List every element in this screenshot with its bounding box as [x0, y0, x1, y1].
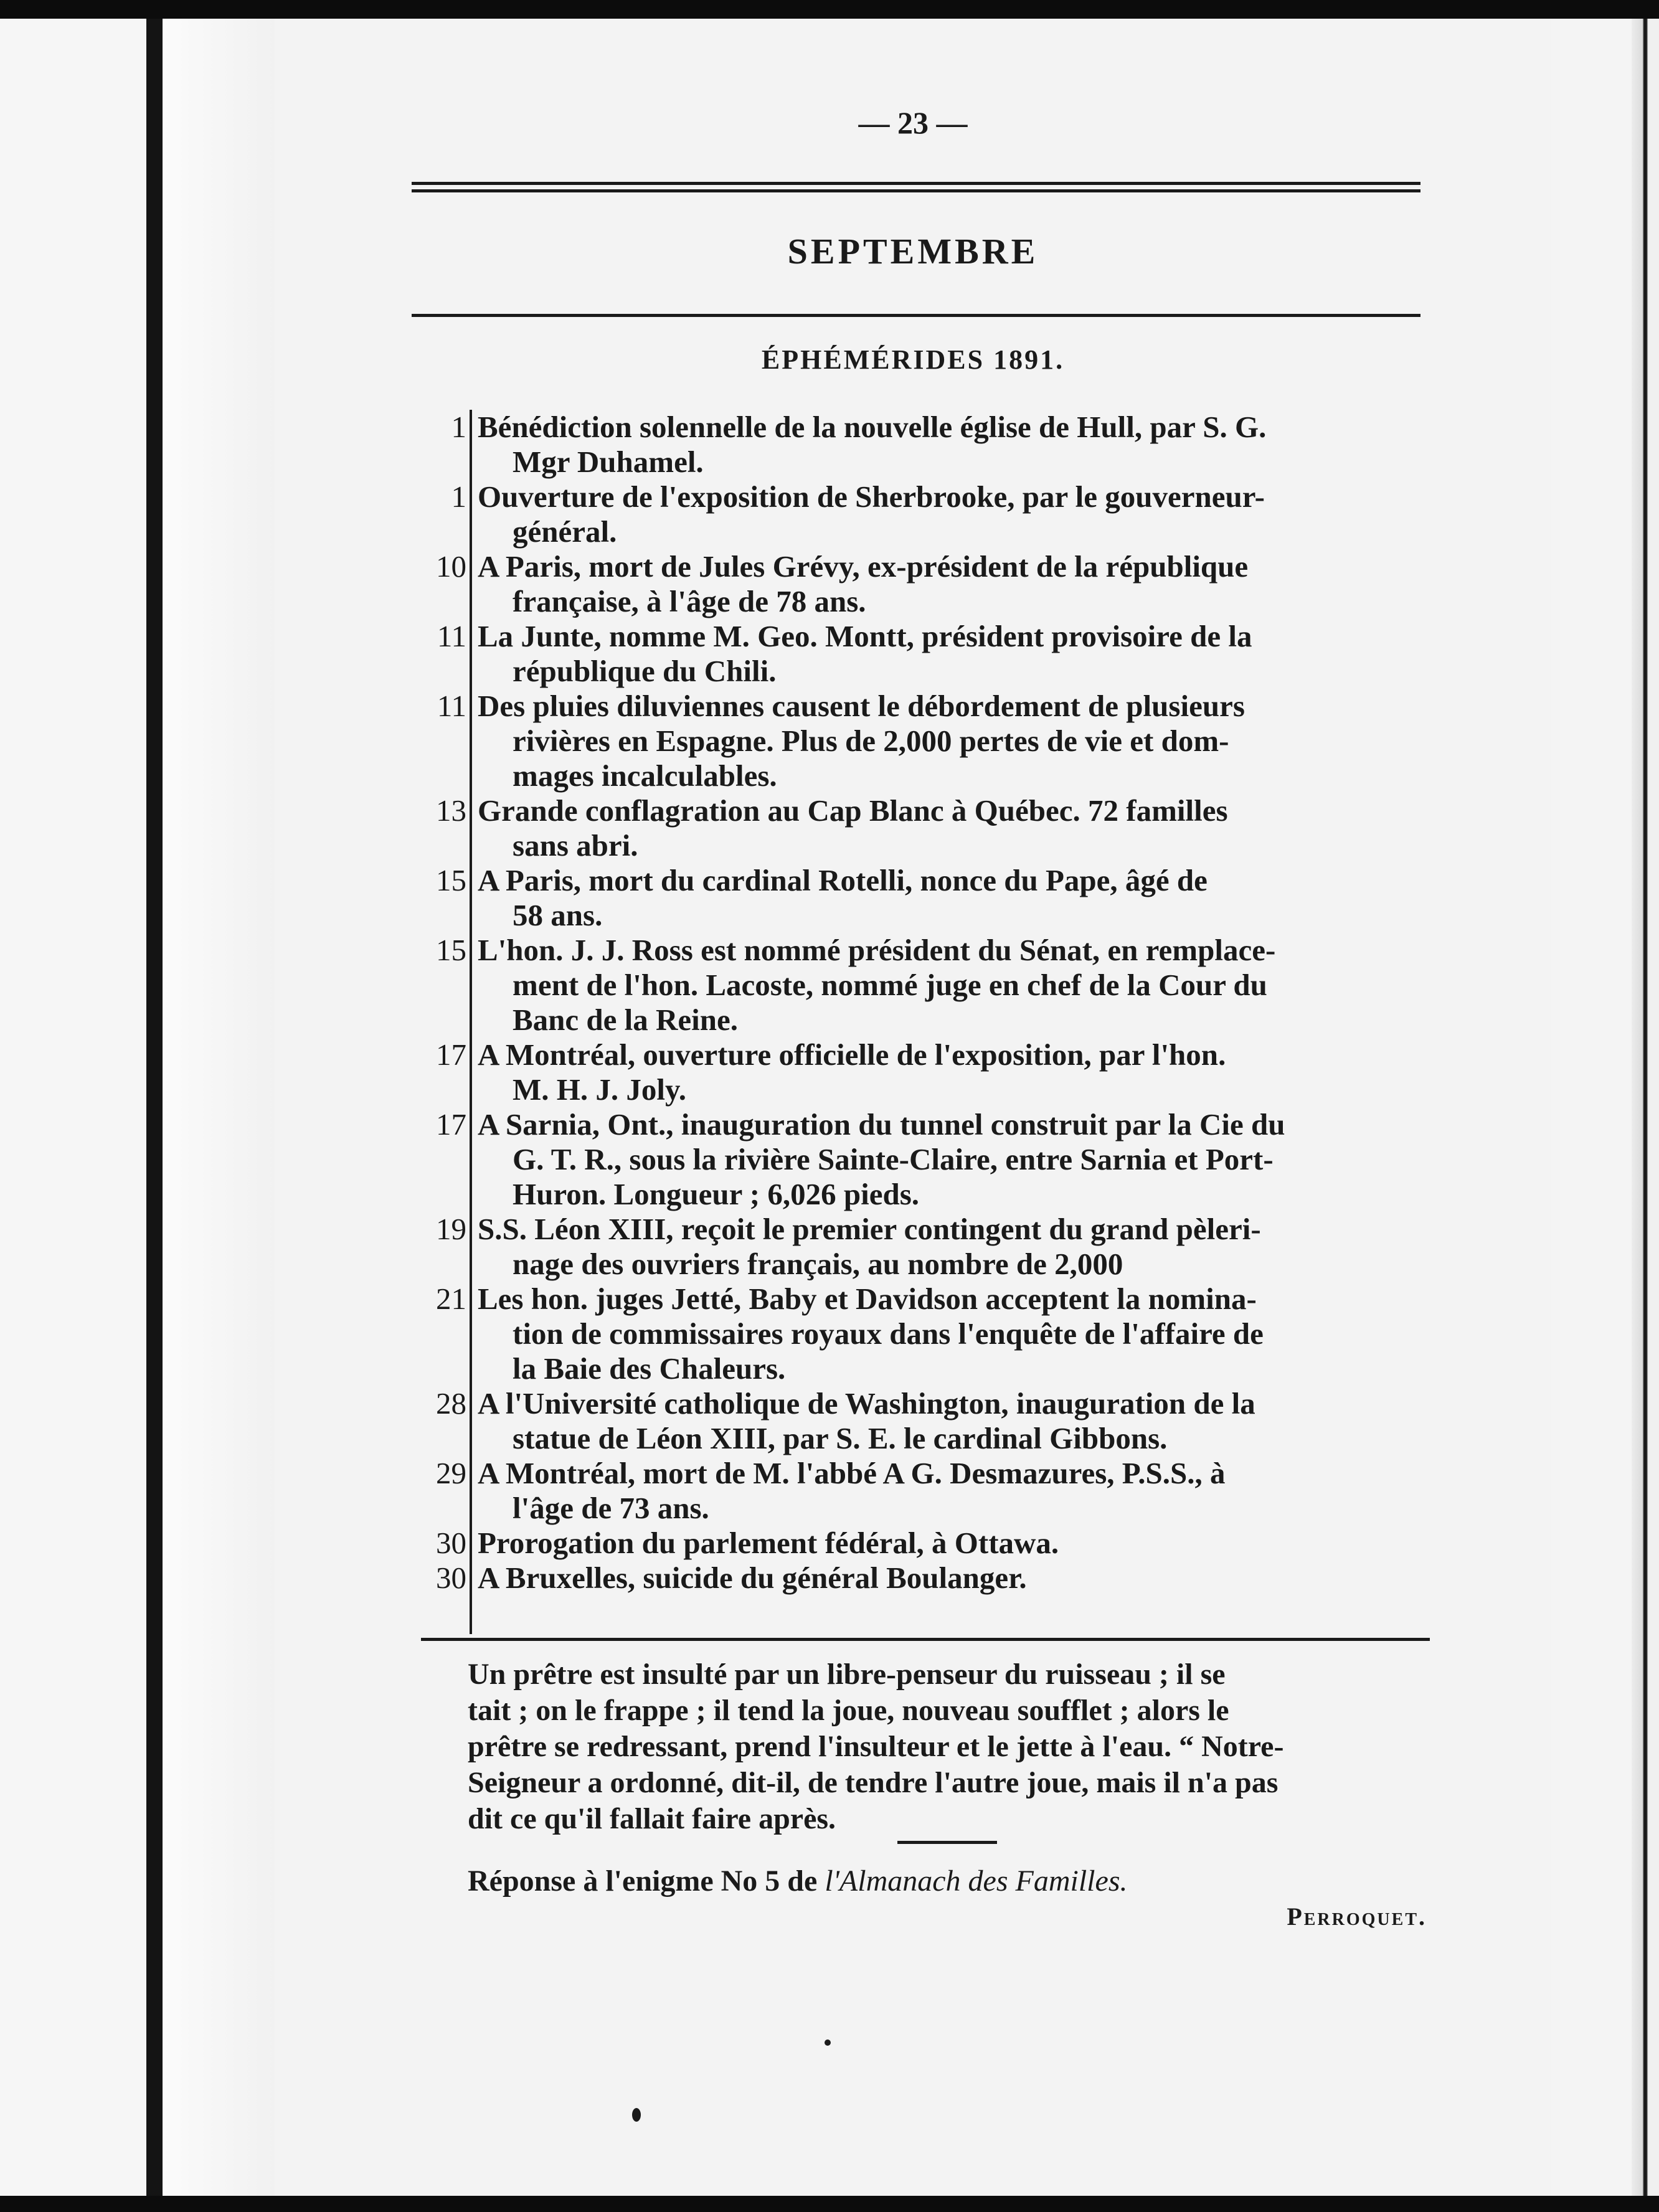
entry-text: [473, 1037, 1427, 1107]
entry-text: [473, 549, 1427, 619]
entry-line: française, à l'âge de 78 ans.: [513, 584, 866, 618]
entry-line: Ouverture de l'exposition de Sherbrooke, par le gouverneur-: [478, 480, 1265, 514]
entry-day: 17: [436, 1107, 466, 1141]
ephemeris-entry: [418, 1212, 1427, 1282]
entry-day: 1: [451, 480, 466, 514]
ephemeris-entry: [418, 1282, 1427, 1386]
almanac-page: [275, 19, 1551, 2196]
entry-text: [473, 619, 1427, 689]
ephemeris-entry: [418, 619, 1427, 689]
page-edge: [1632, 19, 1659, 2196]
ephemeris-entry: [418, 933, 1427, 1037]
entry-line: sans abri.: [513, 828, 638, 863]
entry-day: 15: [436, 863, 466, 897]
entry-text: [473, 410, 1427, 480]
ink-speck: [825, 2039, 831, 2046]
entry-line: république du Chili.: [513, 654, 777, 688]
entry-line: Banc de la Reine.: [513, 1003, 739, 1037]
entry-text: [473, 480, 1427, 549]
entry-line: M. H. J. Joly.: [513, 1072, 687, 1107]
entry-line: Huron. Longueur ; 6,026 pieds.: [513, 1177, 920, 1211]
entry-day: 13: [436, 793, 466, 828]
ephemeris-entry: [418, 1561, 1427, 1595]
entry-text: [473, 863, 1427, 933]
ephemeris-entry: [418, 793, 1427, 863]
ephemeris-entry: [418, 410, 1427, 480]
entry-day: 21: [436, 1282, 466, 1316]
entry-line: Bénédiction solennelle de la nouvelle église de Hull, par S. G.: [478, 410, 1267, 444]
entry-text: [473, 1456, 1427, 1526]
entry-line: L'hon. J. J. Ross est nommé président du Sénat, en remplace-: [478, 933, 1276, 967]
entry-line: Prorogation du parlement fédéral, à Ottawa.: [478, 1526, 1059, 1560]
entry-line: A Paris, mort de Jules Grévy, ex-président de la république: [478, 549, 1249, 584]
entry-line: Des pluies diluviennes causent le débordement de plusieurs: [478, 689, 1245, 723]
entry-day: 11: [437, 689, 466, 723]
riddle-prefix: Réponse à l'enigme No 5 de: [468, 1865, 825, 1898]
entry-day: 29: [436, 1456, 466, 1490]
ephemeris-entry: [418, 1456, 1427, 1526]
entry-day: 10: [436, 549, 466, 584]
entry-line: ment de l'hon. Lacoste, nommé juge en chef de la Cour du: [513, 968, 1267, 1002]
ephemeris-entry: [418, 863, 1427, 933]
facing-page: [0, 19, 163, 2196]
entry-line: statue de Léon XIII, par S. E. le cardinal Gibbons.: [513, 1421, 1168, 1455]
scan-bottom-edge: [0, 2196, 1659, 2212]
entry-line: Grande conflagration au Cap Blanc à Québec. 72 familles: [478, 793, 1228, 828]
entry-line: A l'Université catholique de Washington, inauguration de la: [478, 1386, 1255, 1420]
entry-text: [473, 933, 1427, 1037]
anecdote-line: prêtre se redressant, prend l'insulteur et le jette à l'eau. “ Notre-: [468, 1730, 1284, 1763]
entry-day: 15: [436, 933, 466, 967]
entry-text: [473, 1107, 1427, 1212]
entry-line: l'âge de 73 ans.: [513, 1491, 709, 1525]
entry-day: 19: [436, 1212, 466, 1246]
entry-text: [473, 1386, 1427, 1456]
anecdote-paragraph: [468, 1657, 1439, 1837]
entry-line: nage des ouvriers français, au nombre de 2,000: [513, 1247, 1123, 1281]
entry-line: A Montréal, mort de M. l'abbé A G. Desmazures, P.S.S., à: [478, 1456, 1226, 1490]
entry-line: A Paris, mort du cardinal Rotelli, nonce du Pape, âgé de: [478, 863, 1208, 897]
header-rule: [412, 314, 1420, 317]
riddle-answer: [468, 1863, 1439, 1899]
entry-day: 30: [436, 1526, 466, 1560]
gutter-shadow: [163, 19, 275, 2196]
header-double-rule: [412, 182, 1420, 192]
ephemeris-entry: [418, 1037, 1427, 1107]
ephemeris-entry: [418, 480, 1427, 549]
entry-text: [473, 793, 1427, 863]
entry-line: mages incalculables.: [513, 759, 777, 793]
entry-line: Mgr Duhamel.: [513, 445, 704, 479]
entry-text: [473, 689, 1427, 793]
signature: Perroquet.: [1287, 1902, 1427, 1931]
entry-day: 1: [451, 410, 466, 444]
list-bottom-rule: [421, 1638, 1430, 1641]
entry-line: général.: [513, 514, 617, 549]
entry-day: 11: [437, 619, 466, 653]
ephemeris-entry: [418, 1386, 1427, 1456]
entry-line: tion de commissaires royaux dans l'enquête de l'affaire de: [513, 1316, 1264, 1351]
entry-line: 58 ans.: [513, 898, 603, 932]
entry-day: 28: [436, 1386, 466, 1420]
ephemeris-entry: [418, 1107, 1427, 1212]
month-title: SEPTEMBRE: [787, 231, 1039, 272]
entry-line: A Sarnia, Ont., inauguration du tunnel construit par la Cie du: [478, 1107, 1285, 1141]
ephemeris-entry: [418, 1526, 1427, 1561]
ephemeris-entry: [418, 689, 1427, 793]
anecdote-line: Seigneur a ordonné, dit-il, de tendre l'autre joue, mais il n'a pas: [468, 1766, 1279, 1799]
scan-top-edge: [0, 0, 1659, 19]
anecdote-line: tait ; on le frappe ; il tend la joue, nouveau soufflet ; alors le: [468, 1694, 1229, 1727]
entry-text: [473, 1212, 1427, 1282]
short-separator-rule: [897, 1841, 997, 1844]
anecdote-line: dit ce qu'il fallait faire après.: [468, 1802, 836, 1835]
entry-line: rivières en Espagne. Plus de 2,000 pertes de vie et dom-: [513, 724, 1229, 758]
entry-day: 30: [436, 1561, 466, 1595]
section-subtitle: ÉPHÉMÉRIDES 1891.: [761, 344, 1065, 375]
entry-line: A Montréal, ouverture officielle de l'exposition, par l'hon.: [478, 1037, 1226, 1072]
entry-day: 17: [436, 1037, 466, 1072]
anecdote-line: Un prêtre est insulté par un libre-penseur du ruisseau ; il se: [468, 1658, 1226, 1691]
riddle-source-title: l'Almanach des Familles.: [825, 1865, 1128, 1898]
entry-line: A Bruxelles, suicide du général Boulanger.: [478, 1561, 1027, 1595]
page-number: — 23 —: [858, 105, 968, 140]
ephemerides-list: [418, 410, 1427, 1634]
entry-text: [473, 1282, 1427, 1386]
entry-line: La Junte, nomme M. Geo. Montt, président provisoire de la: [478, 619, 1252, 653]
entry-line: S.S. Léon XIII, reçoit le premier contingent du grand pèleri-: [478, 1212, 1261, 1246]
entry-line: la Baie des Chaleurs.: [513, 1351, 786, 1386]
entry-text: [473, 1561, 1427, 1595]
ink-speck: [632, 2108, 641, 2122]
entry-line: Les hon. juges Jetté, Baby et Davidson acceptent la nomina-: [478, 1282, 1257, 1316]
ephemeris-entry: [418, 549, 1427, 619]
entry-text: [473, 1526, 1427, 1561]
entry-line: G. T. R., sous la rivière Sainte-Claire, entre Sarnia et Port-: [513, 1142, 1274, 1176]
